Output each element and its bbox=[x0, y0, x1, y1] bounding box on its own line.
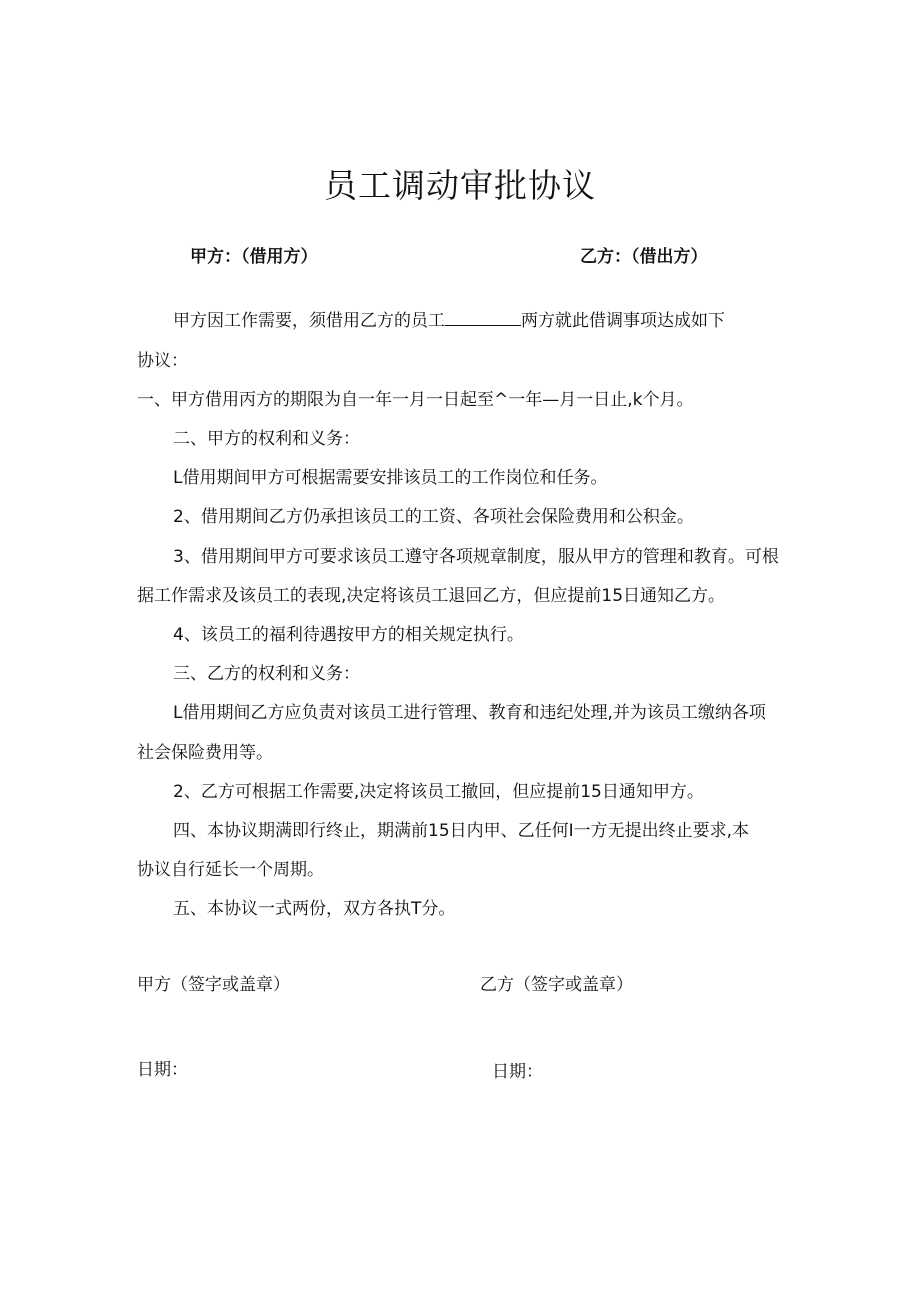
clause-2-item-3-line-1: 3、借用期间甲方可要求该员工遵守各项规章制度，服从甲方的管理和教育。可根 bbox=[173, 547, 779, 567]
clause-2-item-2: 2、借用期间乙方仍承担该员工的工资、各项社会保险费用和公积金。 bbox=[173, 507, 694, 527]
clause-3-heading: 三、乙方的权利和义务： bbox=[173, 664, 360, 684]
employee-name-blank bbox=[445, 309, 521, 326]
clause-1: 一、甲方借用丙方的期限为自一年一月一日起至^一年—月一日止,k个月。 bbox=[137, 390, 694, 410]
party-b-date-label: 日期： bbox=[492, 1062, 543, 1082]
clause-3-item-1-line-1: L借用期间乙方应负责对该员工进行管理、教育和违纪处理,并为该员工缴纳各项 bbox=[173, 703, 766, 723]
document-title: 员工调动审批协议 bbox=[324, 166, 596, 205]
party-a-header: 甲方：（借用方） bbox=[190, 247, 318, 267]
clause-2-item-4: 4、该员工的福利待遇按甲方的相关规定执行。 bbox=[173, 625, 524, 645]
intro-text-after: 两方就此借调事项达成如下 bbox=[521, 311, 725, 331]
party-b-header: 乙方：（借出方） bbox=[580, 247, 708, 267]
intro-text-before: 甲方因工作需要，须借用乙方的员工 bbox=[173, 311, 445, 331]
clause-3-item-1-line-2: 社会保险费用等。 bbox=[137, 743, 273, 763]
party-a-date-label: 日期： bbox=[137, 1060, 188, 1080]
clause-3-item-2: 2、乙方可根据工作需要,决定将该员工撤回，但应提前15日通知甲方。 bbox=[173, 782, 704, 802]
intro-line-2: 协议： bbox=[137, 351, 188, 371]
party-a-signature-label: 甲方（签字或盖章） bbox=[137, 975, 290, 995]
clause-4-line-1: 四、本协议期满即行终止，期满前15日内甲、乙任何I一方无提出终止要求,本 bbox=[173, 821, 750, 841]
clause-2-item-3-line-2: 据工作需求及该员工的表现,决定将该员工退回乙方，但应提前15日通知乙方。 bbox=[137, 586, 726, 606]
clause-4-line-2: 协议自行延长一个周期。 bbox=[137, 860, 324, 880]
party-b-signature-label: 乙方（签字或盖章） bbox=[480, 975, 633, 995]
intro-line-1 bbox=[173, 306, 725, 331]
clause-2-item-1: L借用期间甲方可根据需要安排该员工的工作岗位和任务。 bbox=[173, 468, 608, 488]
clause-2-heading: 二、甲方的权利和义务： bbox=[173, 429, 360, 449]
clause-5: 五、本协议一式两份，双方各执T分。 bbox=[173, 899, 456, 919]
